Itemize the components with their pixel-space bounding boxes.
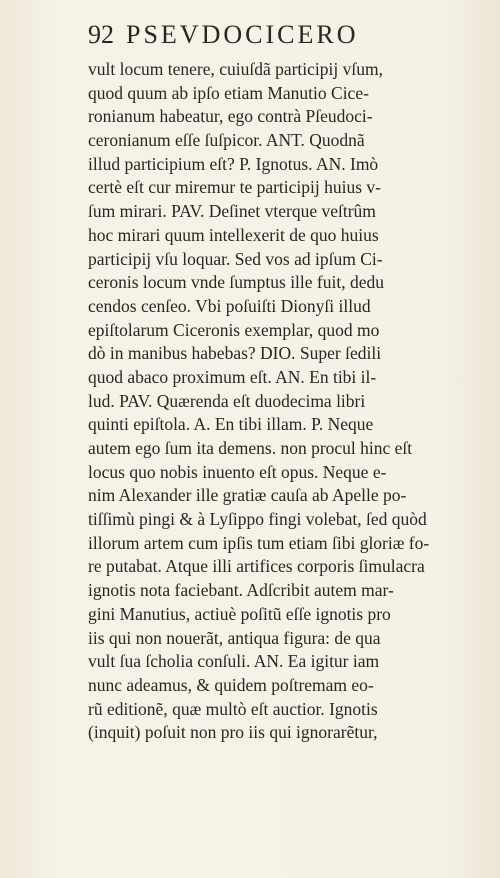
text-line: rũ editionẽ, quæ multò eſt auctior. Ignotis [88, 698, 378, 719]
body-text [88, 58, 450, 745]
text-line: lud. PAV. Quærenda eſt duodecima libri [88, 390, 366, 411]
text-line: tiſſimù pingi & à Lyſippo fingi volebat, ſed quòd [88, 509, 427, 530]
text-line: re putabat. Atque illi artifices corporis ſimulacra [88, 556, 425, 577]
text-line: quinti epiſtola. A. En tibi illam. P. Neque [88, 414, 374, 435]
text-line: illud participium eſt? P. Ignotus. AN. Imò [88, 153, 379, 174]
text-line: cendos cenſeo. Vbi poſuiſti Dionyſi illud [88, 295, 371, 316]
text-line: ronianum habeatur, ego contrà Pſeudoci- [88, 106, 373, 127]
text-line: epiſtolarum Ciceronis exemplar, quod mo [88, 319, 380, 340]
text-line: vult ſua ſcholia conſuli. AN. Ea igitur iam [88, 651, 380, 672]
text-line: vult locum tenere, cuiuſdã participij vſum, [88, 59, 383, 79]
text-line: participij vſu loquar. Sed vos ad ipſum Ci- [88, 248, 383, 269]
text-line: (inquit) poſuit non pro iis qui ignorarẽtur, [88, 722, 378, 743]
text-line: quod abaco proximum eſt. AN. En tibi il- [88, 366, 377, 387]
text-line: ceronis locum vnde ſumptus ille fuit, dedu [88, 272, 384, 293]
text-line: ſum mirari. PAV. Deſinet vterque veſtrûm [88, 201, 376, 222]
text-line: locus quo nobis inuento eſt opus. Neque e- [88, 461, 387, 482]
text-line: gini Manutius, actiuè poſitũ eſſe ignotis pro [88, 603, 391, 624]
text-line: nim Alexander ille gratiæ cauſa ab Apelle po- [88, 485, 407, 506]
page-number: 92 [88, 20, 114, 49]
text-line: illorum artem cum ipſis tum etiam ſibi gloriæ fo- [88, 532, 430, 553]
text-line: iis qui non nouerãt, antiqua figura: de qua [88, 627, 381, 648]
page-header [88, 20, 448, 50]
text-line: nunc adeamus, & quidem poſtremam eo- [88, 674, 374, 695]
text-line: certè eſt cur miremur te participij huius v- [88, 177, 382, 198]
text-line: ignotis nota faciebant. Adſcribit autem mar- [88, 580, 394, 601]
text-line: hoc mirari quum intellexerit de quo huius [88, 224, 379, 245]
text-line: ceronianum eſſe ſuſpicor. ANT. Quodnã [88, 130, 365, 151]
running-title: PSEVDOCICERO [126, 20, 359, 49]
text-line: dò in manibus habebas? DIO. Super ſedili [88, 343, 382, 364]
text-line: autem ego ſum ita demens. non procul hinc eſt [88, 438, 413, 458]
text-line: quod quum ab ipſo etiam Manutio Cice- [88, 82, 369, 103]
